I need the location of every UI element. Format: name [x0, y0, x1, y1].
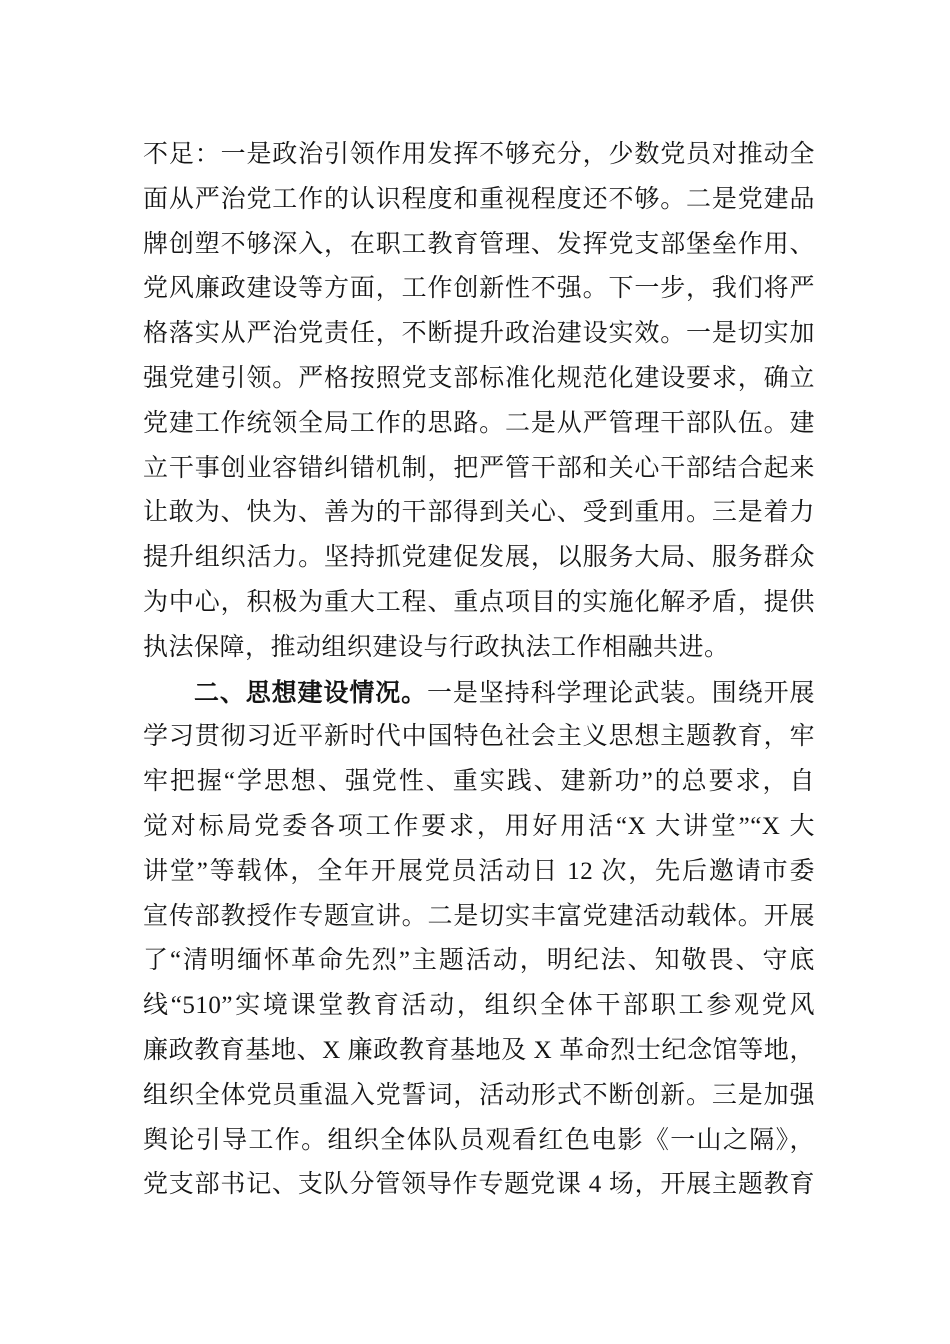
text-line: 牌创塑不够深入，在职工教育管理、发挥党支部堡垒作用、: [143, 230, 815, 258]
paragraph-2-first-line: [143, 671, 815, 716]
document-text-block: [143, 133, 815, 1208]
text-line: 党建工作统领全局工作的思路。二是从严管理干部队伍。建: [143, 409, 815, 437]
text-line: 线“510”实境课堂教育活动，组织全体干部职工参观党风: [143, 992, 815, 1020]
text-line: 舆论引导工作。组织全体队员观看红色电影《一山之隔》，: [143, 1126, 815, 1154]
text-line: 党风廉政建设等方面，工作创新性不强。下一步，我们将严: [143, 275, 815, 303]
text-line: 讲堂”等载体，全年开展党员活动日 12 次，先后邀请市委: [143, 857, 815, 885]
text-line: 党支部书记、支队分管领导作专题党课 4 场，开展主题教育: [143, 1171, 815, 1199]
text-line: 立干事创业容错纠错机制，把严管干部和关心干部结合起来: [143, 454, 815, 482]
text-line: 了“清明缅怀革命先烈”主题活动，明纪法、知敬畏、守底: [143, 947, 815, 975]
text-line: 廉政教育基地、X 廉政教育基地及 X 革命烈士纪念馆等地，: [143, 1036, 815, 1064]
section-heading-bold: 二、思想建设情况。: [194, 678, 428, 707]
text-line: 面从严治党工作的认识程度和重视程度还不够。二是党建品: [143, 185, 815, 213]
text-line: 强党建引领。严格按照党支部标准化规范化建设要求，确立: [143, 364, 815, 392]
text-line: 宣传部教授作专题宣讲。二是切实丰富党建活动载体。开展: [143, 902, 815, 930]
text-line: 学习贯彻习近平新时代中国特色社会主义思想主题教育，牢: [143, 723, 815, 751]
text-line: 不足：一是政治引领作用发挥不够充分，少数党员对推动全: [143, 141, 815, 168]
text-line: 让敢为、快为、善为的干部得到关心、受到重用。三是着力: [143, 499, 815, 527]
text-line: 觉对标局党委各项工作要求，用好用活“X 大讲堂”“X 大: [143, 812, 815, 840]
text-line: 组织全体党员重温入党誓词，活动形式不断创新。三是加强: [143, 1081, 815, 1109]
text-line: 牢把握“学思想、强党性、重实践、建新功”的总要求，自: [143, 768, 815, 796]
paragraph-1-last-line: 执法保障，推动组织建设与行政执法工作相融共进。: [143, 633, 730, 661]
text-line: 提升组织活力。坚持抓党建促发展，以服务大局、服务群众: [143, 544, 815, 572]
text-line: 格落实从严治党责任，不断提升政治建设实效。一是切实加: [143, 320, 815, 348]
text-line: 为中心，积极为重大工程、重点项目的实施化解矛盾，提供: [143, 588, 815, 616]
text-segment: 一是坚持科学理论武装。围绕开展: [427, 679, 815, 707]
